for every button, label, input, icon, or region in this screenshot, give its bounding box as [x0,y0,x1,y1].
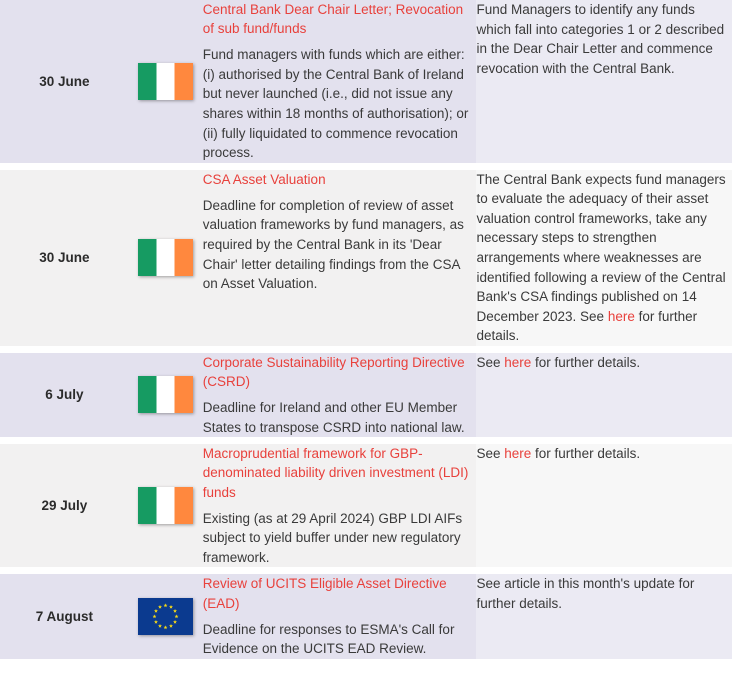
table-row [0,0,732,163]
item-title: Central Bank Dear Chair Letter; Revocation of sub fund/funds [202,2,464,37]
flag-cell [129,444,203,567]
table-row [0,444,732,567]
action-text-suffix: for further details. [531,354,641,370]
item-title: Review of UCITS Eligible Asset Directive (EAD) [202,576,447,611]
item-title: Macroprudential framework for GBP-denominated liability driven investment (LDI) funds [202,446,469,500]
item-body: Deadline for Ireland and other EU Member States to transpose CSRD into national law. [202,400,465,435]
here-link[interactable]: here [607,308,635,324]
item-body: Deadline for responses to ESMA's Call for Evidence on the UCITS EAD Review. [202,621,455,657]
item-title: Corporate Sustainability Reporting Directive (CSRD) [202,354,465,389]
action-text: See [476,354,505,370]
action-text: Fund Managers to identify any funds which fall into categories 1 or 2 described in the Dear Chair Letter and commence revocation with the Central Bank. [476,2,725,76]
deadline-date: 29 July [0,444,129,567]
item-body: Fund managers with funds which are either: (i) authorised by the Central Bank of Ireland but never launched (i.e., did not issue any shares within 18 months of authorisation); or (ii) fully liquidated to commence revocation process. [202,47,469,161]
row-spacer [0,163,732,170]
here-link[interactable]: here [504,446,532,462]
row-spacer-cell [0,163,732,170]
ireland-flag-icon [138,487,193,524]
table-row [0,353,732,437]
table-row [0,574,732,658]
action-text: See [476,446,505,462]
item-title: CSA Asset Valuation [202,171,326,187]
table-row [0,170,732,346]
deadline-date: 7 August [0,574,129,658]
action-cell [476,574,732,658]
ireland-flag-icon [138,63,193,100]
item-description-cell [203,353,477,437]
action-cell [476,170,732,346]
action-text-suffix: for further details. [531,446,641,462]
row-spacer-cell [0,437,732,444]
flag-cell [129,170,203,346]
action-text: The Central Bank expects fund managers to evaluate the adequacy of their asset valuation control frameworks, take any necessary steps to strengthen arrangements where weaknesses are identified following a review of the Central Bank's CSA findings published on 14 December 2023. See [476,171,726,324]
item-description-cell [203,574,477,658]
here-link[interactable]: here [504,354,532,370]
action-cell [476,353,732,437]
item-description-cell [203,0,477,163]
row-spacer [0,346,732,353]
item-description-cell [203,170,477,346]
deadline-date: 6 July [0,353,129,437]
row-spacer-cell [0,567,732,574]
eu-flag-icon [138,598,193,635]
action-cell [476,444,732,567]
action-text: See article in this month's update for further details. [476,576,695,611]
item-body: Existing (as at 29 April 2024) GBP LDI AIFs subject to yield buffer under new regulatory framework. [202,510,463,565]
action-cell [476,0,732,163]
action-text-suffix: for further details. [476,308,698,344]
flag-cell [129,574,203,658]
flag-cell [129,353,203,437]
row-spacer [0,437,732,444]
deadline-date: 30 June [0,170,129,346]
ireland-flag-icon [138,239,193,276]
flag-cell [129,0,203,163]
row-spacer [0,567,732,574]
item-description-cell [203,444,477,567]
item-body: Deadline for completion of review of asset valuation frameworks by fund managers, as required by the Central Bank in its 'Dear Chair' letter detailing findings from the CSA on Asset Valuation. [202,197,464,292]
row-spacer-cell [0,346,732,353]
deadline-date: 30 June [0,0,129,163]
ireland-flag-icon [138,376,193,413]
